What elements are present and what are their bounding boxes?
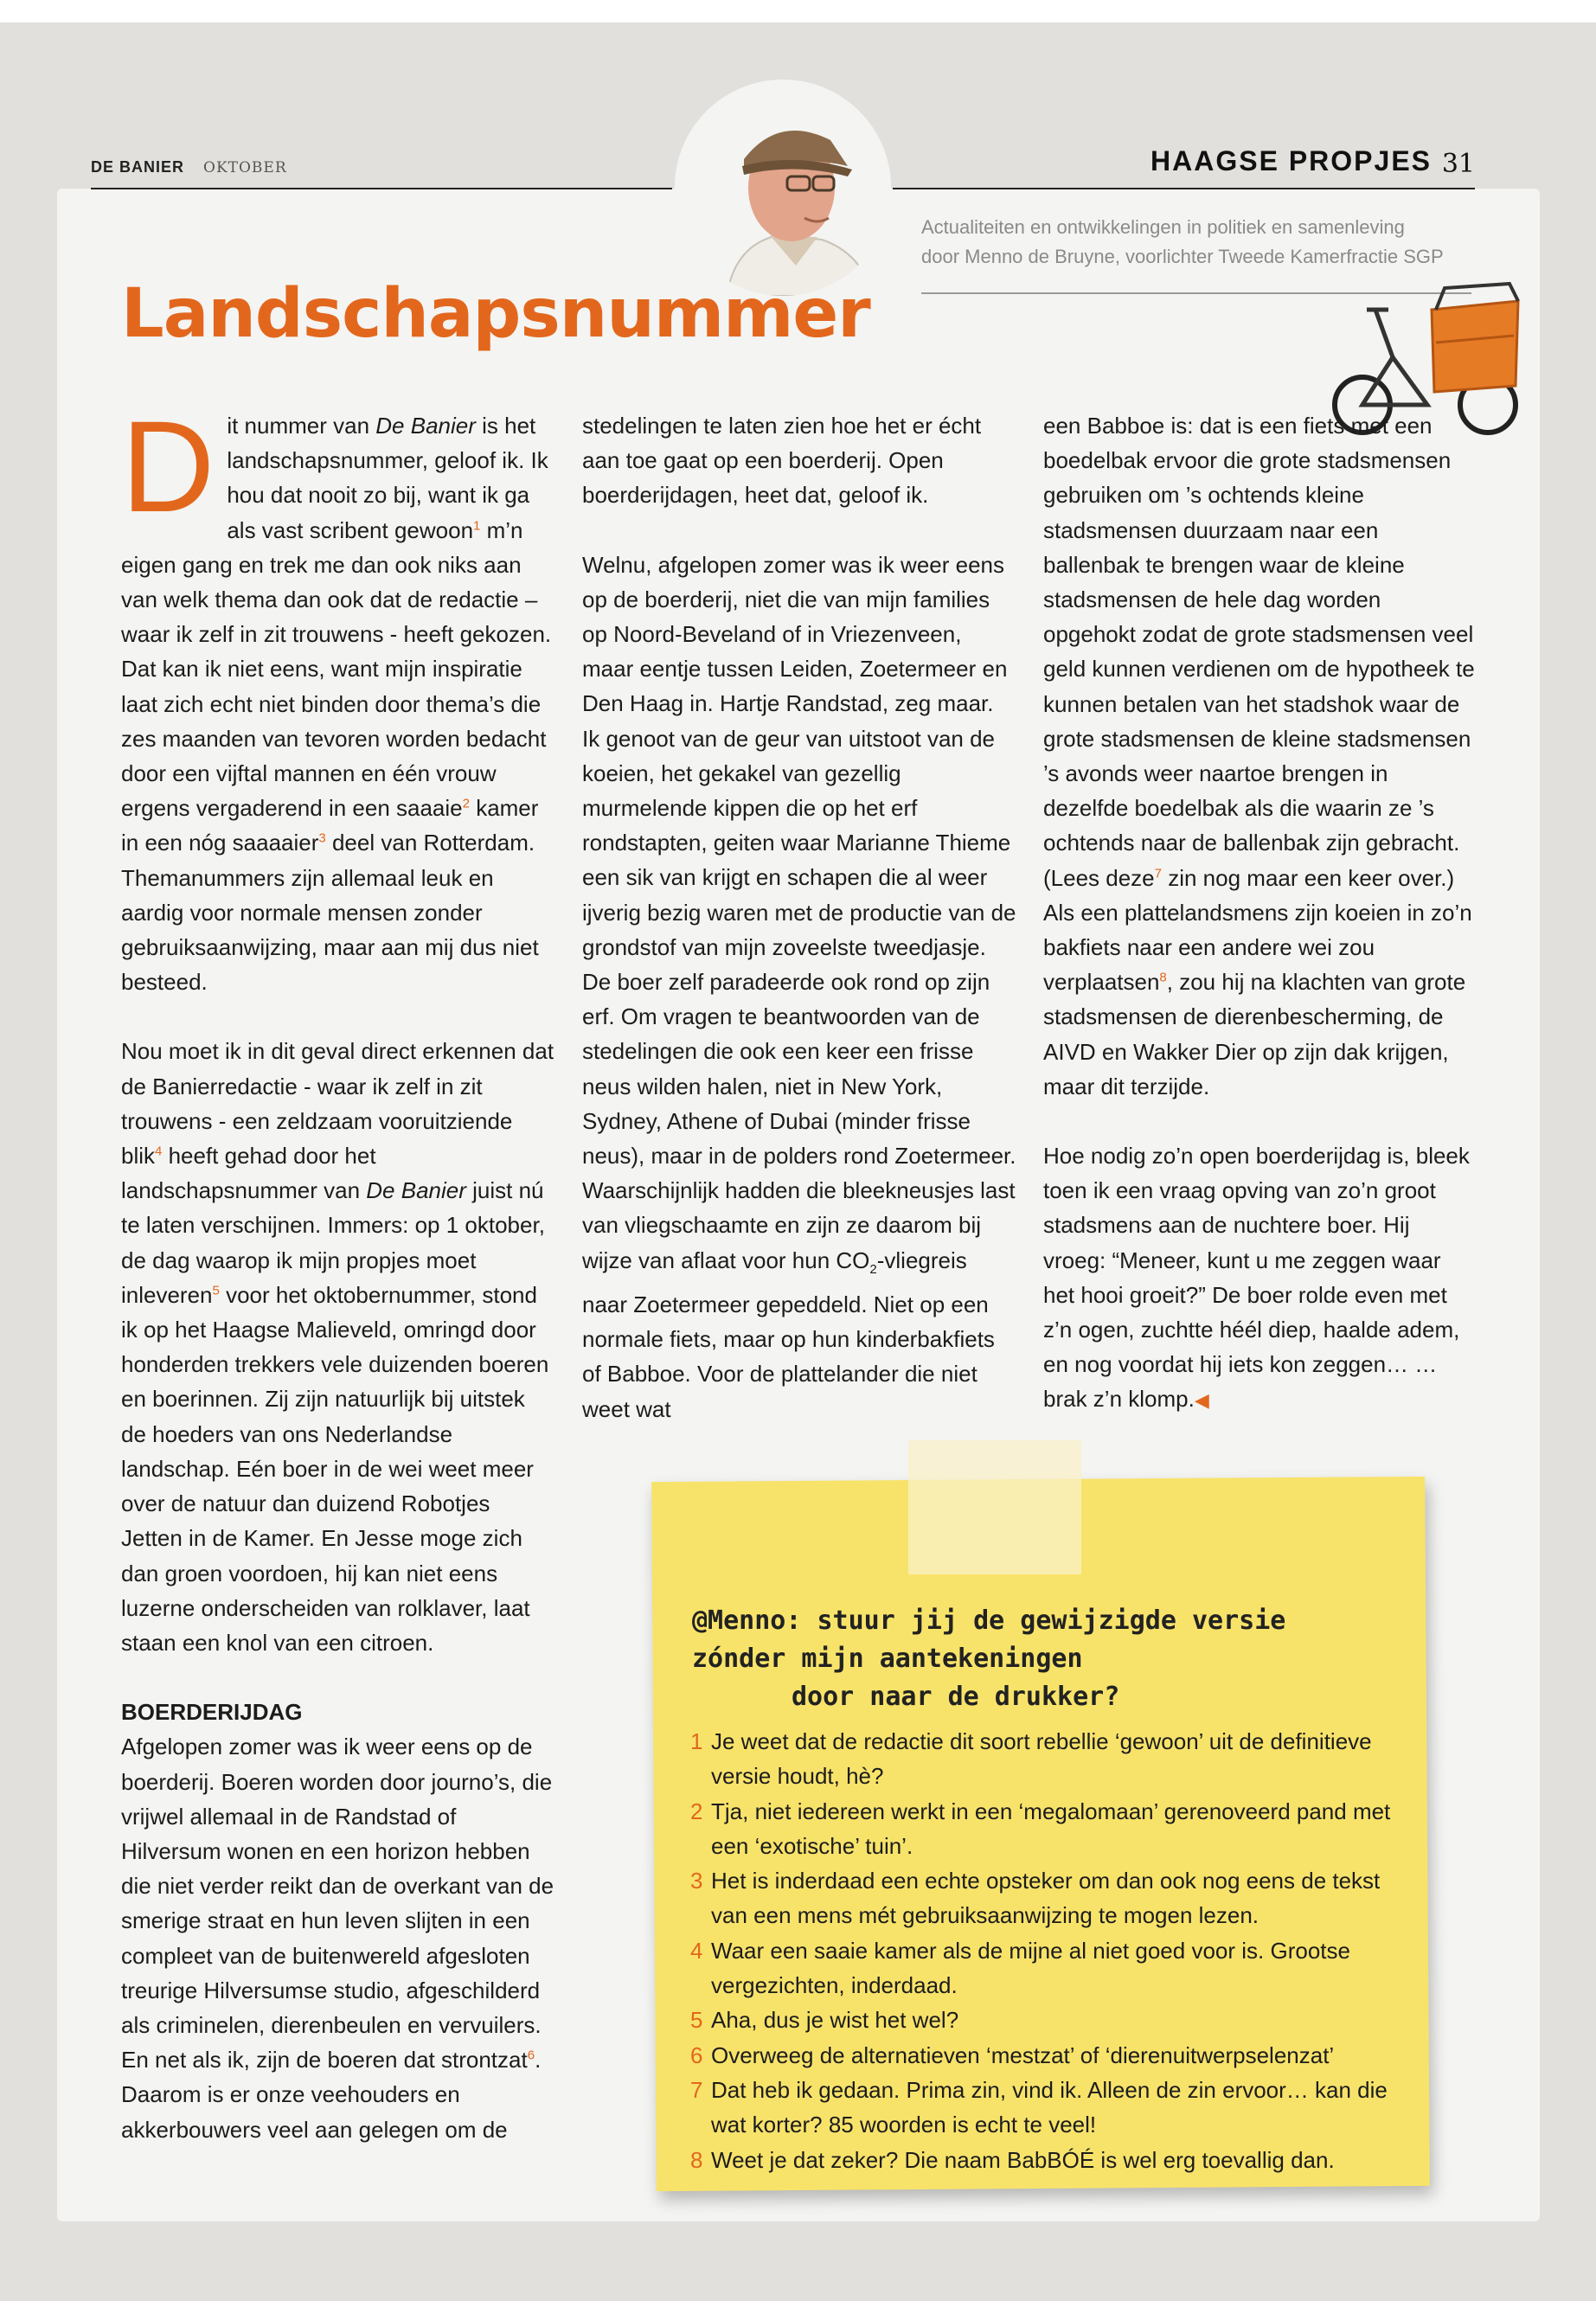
footnote-number: 1 <box>690 1728 703 1754</box>
note-question <box>692 1602 1384 1716</box>
footnote-list <box>690 1724 1400 2177</box>
drop-cap: D <box>121 394 215 539</box>
footnote-number: 4 <box>690 1937 703 1964</box>
text-run: zin nog maar een keer over.) Als een plattelandsmens zijn koeien in zo’n bakfiets naar een andere wei zou verplaatsen <box>1043 864 1472 996</box>
text-run: een Babboe is: dat is een fiets met een boedelbak ervoor die grote stadsmensen gebruiken om ’s ochtends kleine stadsmensen duurzaam naar een ballenbak te brengen waar de kleine stadsmensen de hele dag worden opgehokt zodat de grote stadsmensen veel geld kunnen verdienen om de hypotheek te kunnen betalen van het stadshok waar de grote stadsmensen de kleine stadsmensen ’s avonds weer naartoe brengen in dezelfde boedelbak als die waarin ze ’s ochtends naar de ballenbak zijn gebracht. (Lees deze <box>1043 413 1475 891</box>
article-column-1 <box>121 394 555 2147</box>
footnote-item <box>690 1863 1400 1933</box>
section-title: HAAGSE PROPJES <box>1151 145 1432 176</box>
publication-italic: De Banier <box>375 413 476 439</box>
paragraph <box>1043 1138 1477 1419</box>
footnote-number: 3 <box>690 1868 703 1894</box>
footnote-item <box>690 2038 1400 2073</box>
portrait-illustration <box>675 80 891 296</box>
page-number: 31 <box>1441 149 1475 179</box>
subscript: 2 <box>869 1261 877 1277</box>
header-rule-right <box>893 188 1475 189</box>
footnote-mark: 8 <box>1159 970 1167 985</box>
text-run: is het landschapsnummer, geloof ik. Ik hou dat nooit zo bij, want ik ga als vast scribent gewoon <box>227 413 548 543</box>
text-run: , zou hij na klachten van grote stadsmensen de dierenbescherming, de AIVD en Wakker Dier op zijn dak krijgen, maar dit terzijde. <box>1043 969 1466 1099</box>
note-question-line-2: door naar de drukker? <box>792 1682 1120 1712</box>
article-title: Landschapsnummer <box>121 275 870 353</box>
column-subtitle <box>921 213 1484 272</box>
text-run: heeft gehad door het landschapsnummer van <box>121 1143 376 1204</box>
paragraph <box>582 548 1016 1426</box>
footnote-text: Waar een saaie kamer als de mijne al niet goed voor is. Grootse vergezichten, inderdaad. <box>711 1937 1350 1999</box>
footnote-text: Dat heb ik gedaan. Prima zin, vind ik. Alleen de zin ervoor… kan die wat korter? 85 woorden is echt te veel! <box>711 2076 1388 2138</box>
footnote-number: 5 <box>690 2007 703 2034</box>
footnote-mark: 2 <box>462 796 470 811</box>
footnote-text: Overweeg de alternatieven ‘mestzat’ of ‘dierenuitwerpselenzat’ <box>711 2041 1335 2068</box>
footnote-mark: 7 <box>1154 865 1162 881</box>
footnote-mark: 4 <box>155 1144 163 1159</box>
footnote-number: 7 <box>690 2076 703 2103</box>
text-run: deel van Rotterdam. Themanummers zijn allemaal leuk en aardig voor normale mensen zonder gebruiksaanwijzing, maar aan mij dus niet besteed. <box>121 830 539 996</box>
paragraph <box>121 1034 555 1660</box>
paragraph <box>1043 408 1477 1104</box>
article-column-3 <box>1043 408 1477 1453</box>
text-run: it nummer van <box>227 413 376 439</box>
footnote-item <box>690 2073 1400 2143</box>
footnote-mark: 1 <box>473 517 481 533</box>
paragraph <box>121 1695 555 2147</box>
subtitle-line-2: door Menno de Bruyne, voorlichter Tweede Kamerfractie SGP <box>921 246 1444 267</box>
footnote-text: Het is inderdaad een echte opsteker om dan ook nog eens de tekst van een mens mét gebruiksaanwijzing te mogen lezen. <box>711 1868 1381 1929</box>
article-column-2 <box>582 408 1016 1461</box>
text-run: voor het oktobernummer, stond ik op het Haagse Malieveld, omringd door honderden trekkers vele duizenden boeren en boerinnen. Zij zijn natuurlijk bij uitstek de hoeders van ons Nederlandse landschap. Eén boer in de wei weet meer over de natuur dan duizend Robotjes Jetten in de Kamer. En Jesse moge zich dan groen voordoen, hij kan niet eens luzerne onderscheiden van rolklaver, laat staan een knol van een citroen. <box>121 1281 549 1656</box>
footnote-text: Aha, dus je wist het wel? <box>711 2007 959 2034</box>
tape-strip <box>908 1440 1081 1574</box>
text-run: . Daarom is er onze veehouders en akkerbouwers veel aan gelegen om de <box>121 2047 542 2143</box>
text-run: juist nú te laten verschijnen. Immers: op 1 oktober, de dag waarop ik mijn propjes moet inleveren <box>121 1177 545 1308</box>
text-run: kamer in een nóg saaaaier <box>121 795 539 856</box>
footnote-item <box>690 1933 1400 2003</box>
publication-name: DE BANIER <box>91 158 185 176</box>
publication-italic: De Banier <box>366 1177 466 1204</box>
paragraph <box>121 394 555 999</box>
text-run: Afgelopen zomer was ik weer eens op de boerderij. Boeren worden door journo’s, die vrijwel allemaal in de Randstad of Hilversum wonen en een horizon hebben die niet verder reikt dan de overkant van de smerige straat en hun leven slijten in een compleet van de buitenwereld afgesloten treurige Hilversumse studio, afgeschilderd als criminelen, dierenbeulen en vervuilers. En net als ik, zijn de boeren dat strontzat <box>121 1734 554 2073</box>
text-run: Hoe nodig zo’n open boerderijdag is, bleek toen ik een vraag opving van zo’n groot stadsmens aan de nuchtere boer. Hij vroeg: “Meneer, kunt u me zeggen waar het hooi groeit?” De boer rolde even met z’n ogen, zuchtte héél diep, haalde adem, en nog voordat hij iets kon zeggen… …brak z’n klomp. <box>1043 1143 1470 1413</box>
subheading: BOERDERIJDAG <box>121 1699 303 1726</box>
subtitle-line-1: Actualiteiten en ontwikkelingen in politiek en samenleving <box>921 216 1405 238</box>
note-question-line-1: @Menno: stuur jij de gewijzigde versie zónder mijn aantekeningen <box>692 1606 1286 1674</box>
footnote-text: Weet je dat zeker? Die naam BabBÓÉ is wel erg toevallig dan. <box>711 2146 1335 2173</box>
footnote-mark: 3 <box>318 830 326 846</box>
footnote-item <box>690 1724 1400 1794</box>
paragraph: stedelingen te laten zien hoe het er écht aan toe gaat op een boerderij. Open boerderijdagen, heet dat, geloof ik. <box>582 413 982 509</box>
footnote-mark: 5 <box>212 1283 220 1298</box>
issue-month: OKTOBER <box>203 159 287 176</box>
header-rule-left <box>91 188 672 189</box>
footnote-item <box>690 1794 1400 1864</box>
footnote-number: 8 <box>690 2146 703 2173</box>
text-run: -vliegreis naar Zoetermeer gepeddeld. Niet op een normale fiets, maar op hun kinderbakfiets of Babboe. Voor de plattelander die niet weet wat <box>582 1247 995 1422</box>
footnote-text: Je weet dat de redactie dit soort rebellie ‘gewoon’ uit de definitieve versie houdt, hè? <box>711 1728 1372 1790</box>
text-run: Welnu, afgelopen zomer was ik weer eens op de boerderij, niet die van mijn families op Noord-Beveland of in Vriezenveen, maar eentje tussen Leiden, Zoetermeer en Den Haag in. Hartje Randstad, zeg maar. Ik genoot van de geur van uitstoot van de koeien, het gekakel van gezellig murmelende kippen die op het erf rondstapten, geiten waar Marianne Thieme een sik van krijgt en schapen die al weer ijverig bezig waren met de productie van de grondstof van mijn zoveelste tweedjasje. De boer zelf paradeerde ook rond op zijn erf. Om vragen te beantwoorden van de stedelingen die ook een keer een frisse neus wilden halen, niet in New York, Sydney, Athene of Dubai (minder frisse neus), maar in de polders rond Zoetermeer. Waarschijnlijk hadden die bleekneusjes last van vliegschaamte en zijn ze daarom bij wijze van aflaat voor hun CO <box>582 551 1016 1273</box>
footnote-mark: 6 <box>527 2048 535 2063</box>
author-portrait <box>675 80 891 296</box>
text-run: Nou moet ik in dit geval direct erkennen dat de Banierredactie - waar ik zelf in zit trouwens - een zeldzaam vooruitziende blik <box>121 1038 554 1170</box>
text-run: m’n eigen gang en trek me dan ook niks aan van welk thema dan ook dat de redactie – waar ik zelf in zit trouwens - heeft gekozen. Dat kan ik niet eens, want mijn inspiratie laat zich echt niet binden door thema’s die zes maanden van tevoren worden bedacht door een vijftal mannen en één vrouw ergens vergaderend in een saaaie <box>121 516 552 822</box>
footnote-item <box>690 2143 1400 2177</box>
footnote-text: Tja, niet iedereen werkt in een ‘megalomaan’ gerenoveerd pand met een ‘exotische’ tuin’. <box>711 1798 1391 1859</box>
footnote-number: 2 <box>690 1798 703 1824</box>
header-left <box>91 158 287 176</box>
footnote-item <box>690 2003 1400 2037</box>
end-mark-icon: ◀ <box>1194 1389 1209 1412</box>
footnote-number: 6 <box>690 2041 703 2068</box>
